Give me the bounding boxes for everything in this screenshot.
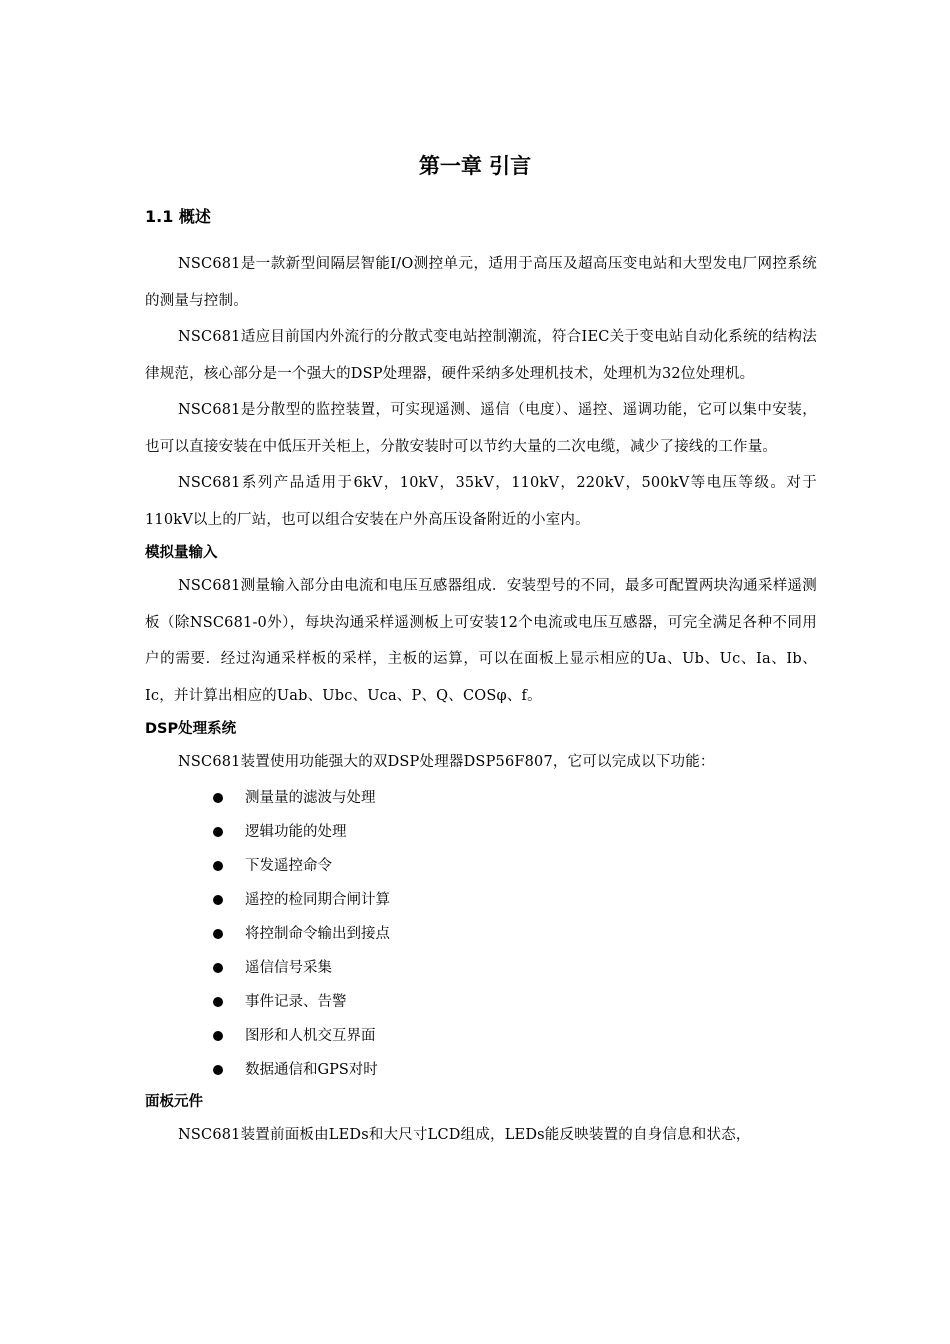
list-item-label: 下发遥控命令 <box>245 857 332 874</box>
bullet-icon <box>213 963 223 973</box>
panel-components-heading: 面板元件 <box>145 1093 203 1110</box>
list-item <box>145 1053 817 1087</box>
list-item-label: 图形和人机交互界面 <box>245 1027 376 1044</box>
list-item-label: 数据通信和GPS对时 <box>245 1061 378 1078</box>
panel-components-paragraph: NSC681装置前面板由LEDs和大尺寸LCD组成，LEDs能反映装置的自身信息和状态， <box>178 1126 751 1143</box>
list-item <box>145 1019 817 1053</box>
bullet-icon <box>213 1065 223 1075</box>
bullet-icon <box>213 997 223 1007</box>
analog-input-paragraph: NSC681测量输入部分由电流和电压互感器组成．安装型号的不同，最多可配置两块沟通采样遥测板（除NSC681-0外），每块沟通采样遥测板上可安装12个电流或电压互感器，可完全满足各种不同用户的需要．经过沟通采样板的采样，主板的运算，可以在面板上显示相应的Ua、Ub、Uc、Ia、Ib、Ic，并计算出相应的Uab、Ubc、Uca、P、Q、COSφ、f。 <box>145 578 817 704</box>
bullet-icon <box>213 793 223 803</box>
list-item <box>145 985 817 1019</box>
list-item <box>145 951 817 985</box>
document-body <box>145 246 817 1153</box>
list-item-label: 逻辑功能的处理 <box>245 823 347 840</box>
dsp-function-list <box>145 781 817 1087</box>
overview-paragraph-4: NSC681系列产品适用于6kV，10kV，35kV，110kV，220kV，500kV等电压等级。对于110kV以上的厂站，也可以组合安装在户外高压设备附近的小室内。 <box>145 475 817 528</box>
list-item-label: 将控制命令输出到接点 <box>245 925 390 942</box>
list-item <box>145 781 817 815</box>
dsp-system-heading: DSP处理系统 <box>145 721 237 737</box>
chapter-title: 第一章 引言 <box>418 154 532 178</box>
overview-paragraph-1: NSC681是一款新型间隔层智能I/O测控单元，适用于高压及超高压变电站和大型发电厂网控系统的测量与控制。 <box>145 256 817 309</box>
bullet-icon <box>213 861 223 871</box>
bullet-icon <box>213 827 223 837</box>
list-item-label: 事件记录、告警 <box>245 993 347 1010</box>
list-item <box>145 815 817 849</box>
bullet-icon <box>213 929 223 939</box>
section-title: 1.1 概述 <box>145 207 211 226</box>
list-item-label: 测量量的滤波与处理 <box>245 789 376 806</box>
list-item <box>145 849 817 883</box>
bullet-icon <box>213 1031 223 1041</box>
list-item <box>145 883 817 917</box>
list-item-label: 遥控的检同期合闸计算 <box>245 891 390 908</box>
dsp-system-paragraph: NSC681装置使用功能强大的双DSP处理器DSP56F807，它可以完成以下功能： <box>178 754 715 770</box>
overview-paragraph-2: NSC681适应目前国内外流行的分散式变电站控制潮流，符合IEC关于变电站自动化系统的结构法律规范，核心部分是一个强大的DSP处理器，硬件采纳多处理机技术，处理机为32位处理机。 <box>145 329 817 382</box>
list-item-label: 遥信信号采集 <box>245 959 332 976</box>
overview-paragraph-3: NSC681是分散型的监控装置，可实现遥测、遥信（电度）、遥控、遥调功能，它可以集中安装，也可以直接安装在中低压开关柜上，分散安装时可以节约大量的二次电缆，减少了接线的工作量。 <box>145 402 817 455</box>
bullet-icon <box>213 895 223 905</box>
analog-input-heading: 模拟量输入 <box>145 545 218 561</box>
list-item <box>145 917 817 951</box>
